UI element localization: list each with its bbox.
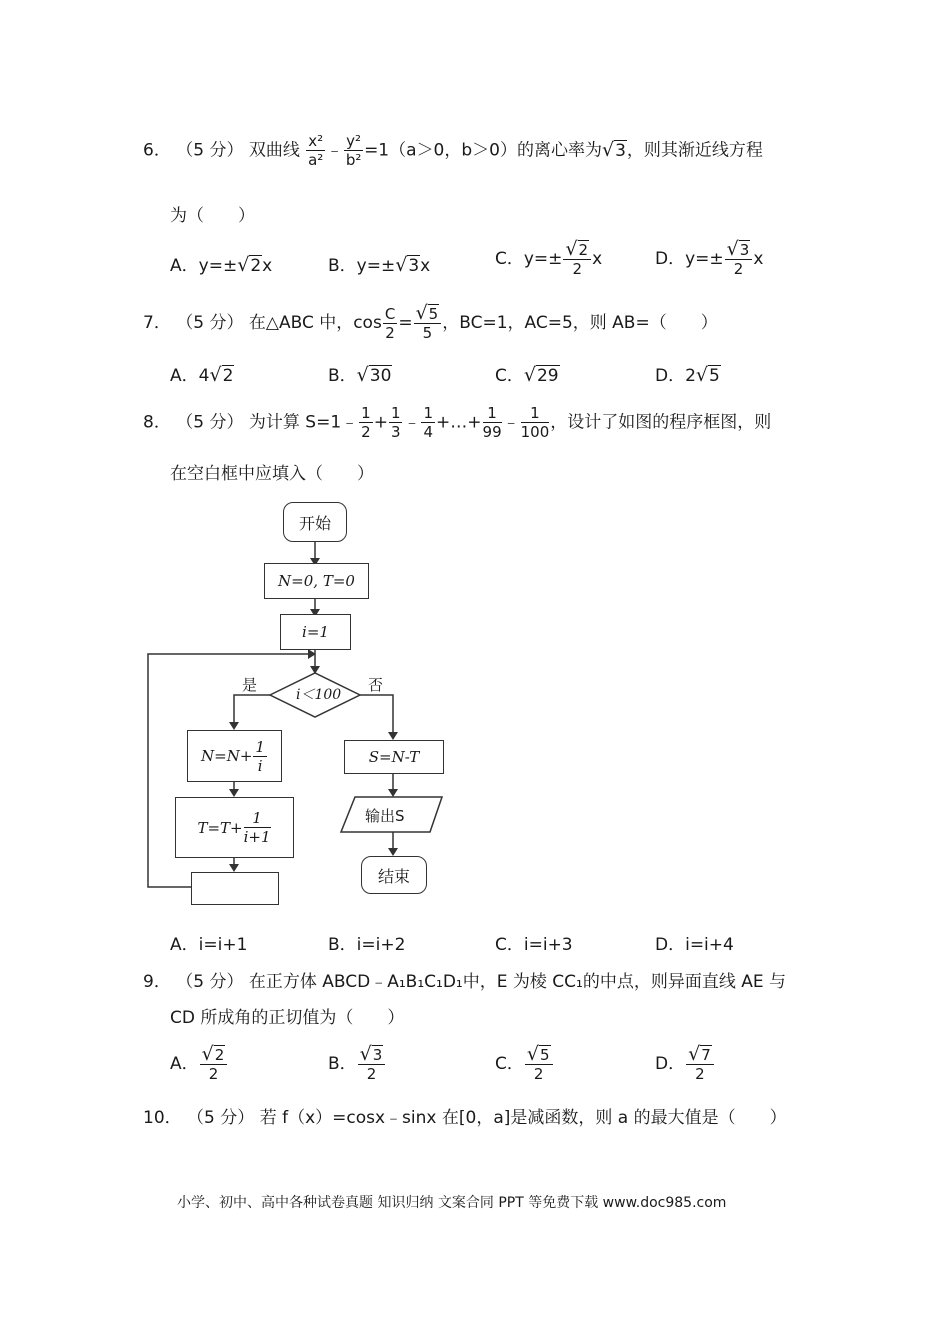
question-6-line2: 为（ ） bbox=[170, 206, 255, 226]
question-10: 10． （5 分） 若 f（x）=cosx﹣sinx 在[0，a]是减函数，则 a 的最大值是（ ） bbox=[143, 1108, 787, 1128]
q8-option-a[interactable]: A．i=i+1 bbox=[170, 935, 248, 955]
output-text: 输出S bbox=[365, 807, 405, 825]
question-number: 9． bbox=[143, 972, 171, 992]
question-number: 8． bbox=[143, 412, 171, 433]
i-init-box: i=1 bbox=[280, 614, 351, 650]
q8-option-d[interactable]: D．i=i+4 bbox=[655, 935, 734, 955]
q8-option-b[interactable]: B．i=i+2 bbox=[328, 935, 406, 955]
question-8: 8． （5 分） 为计算 S=1﹣ $\frac{1}{2}$ + $\frac{1}{3}$ ﹣ $\frac{1}{4}$ +…+ $\frac{1}{99}$ ﹣ $\frac{1}{100}$ ，设计了如图的程序框图，则 bbox=[143, 404, 772, 441]
no-label: 否 bbox=[368, 676, 384, 694]
q7-option-d[interactable]: D．2√5 bbox=[655, 364, 720, 386]
q7-option-c[interactable]: C．√29 bbox=[495, 364, 559, 386]
fraction-y2-b2: $\frac{\text{y²}}{\text{b²}}$ bbox=[345, 132, 362, 169]
q6-option-a[interactable]: A．y=±√2x bbox=[170, 254, 273, 276]
question-6: 6． （5 分） 双曲线 $\frac{\text{x²}}{\text{a²}}$ ﹣ $\frac{\text{y²}}{\text{b²}}$ =1（a＞0，b＞0）的离心率为√3，则其渐近线方程 bbox=[143, 132, 763, 169]
question-number: 6． bbox=[143, 140, 171, 161]
page-footer: 小学、初中、高中各种试卷真题 知识归纳 文案合同 PPT 等免费下载 www.doc985.com bbox=[177, 1195, 727, 1211]
t-update-box: T=T+ $\frac{1}{i+1}$ bbox=[175, 797, 294, 858]
question-9-line2: CD 所成角的正切值为（ ） bbox=[170, 1008, 405, 1028]
question-8-line2: 在空白框中应填入（ ） bbox=[170, 464, 374, 484]
sqrt-3: √3 bbox=[601, 138, 626, 161]
yes-label: 是 bbox=[242, 676, 258, 694]
question-number: 7． bbox=[143, 313, 171, 333]
question-score: （5 分） bbox=[176, 313, 244, 333]
question-score: （5 分） bbox=[176, 140, 244, 161]
q6-option-d[interactable]: D．y=± $\frac{√3}{2}$ x bbox=[655, 238, 764, 278]
q6-option-b[interactable]: B．y=±√3x bbox=[328, 254, 431, 276]
q9-option-d[interactable]: D． $\frac{√7}{2}$ bbox=[655, 1045, 715, 1083]
q9-option-b[interactable]: B． $\frac{√3}{2}$ bbox=[328, 1045, 386, 1083]
question-score: （5 分） bbox=[176, 412, 244, 433]
q9-option-a[interactable]: A． $\frac{√2}{2}$ bbox=[170, 1045, 228, 1083]
fraction-x2-a2: $\frac{\text{x²}}{\text{a²}}$ bbox=[308, 132, 324, 169]
condition-text: i＜100 bbox=[296, 687, 342, 703]
q9-option-c[interactable]: C． $\frac{√5}{2}$ bbox=[495, 1045, 554, 1083]
init-box: N=0, T=0 bbox=[264, 563, 369, 599]
q8-option-c[interactable]: C．i=i+3 bbox=[495, 935, 573, 955]
question-7: 7． （5 分） 在△ABC 中，cos $\frac{C}{2}$ = $\frac{√5}{5}$ ，BC=1，AC=5，则 AB=（ ） bbox=[143, 302, 718, 342]
end-terminal: 结束 bbox=[361, 856, 427, 894]
n-update-box: N=N+ $\frac{1}{i}$ bbox=[187, 730, 282, 782]
question-9: 9． （5 分） 在正方体 ABCD﹣A₁B₁C₁D₁中，E 为棱 CC₁的中点，则异面直线 AE 与 bbox=[143, 972, 787, 992]
blank-box bbox=[191, 872, 279, 905]
q6-option-c[interactable]: C．y=± $\frac{√2}{2}$ x bbox=[495, 238, 603, 278]
s-calc-box: S=N-T bbox=[344, 740, 444, 774]
q7-option-a[interactable]: A．4√2 bbox=[170, 364, 234, 386]
question-number: 10． bbox=[143, 1108, 182, 1128]
question-score: （5 分） bbox=[176, 972, 244, 992]
start-terminal: 开始 bbox=[283, 502, 347, 542]
q7-option-b[interactable]: B．√30 bbox=[328, 364, 392, 386]
question-score: （5 分） bbox=[187, 1108, 255, 1128]
